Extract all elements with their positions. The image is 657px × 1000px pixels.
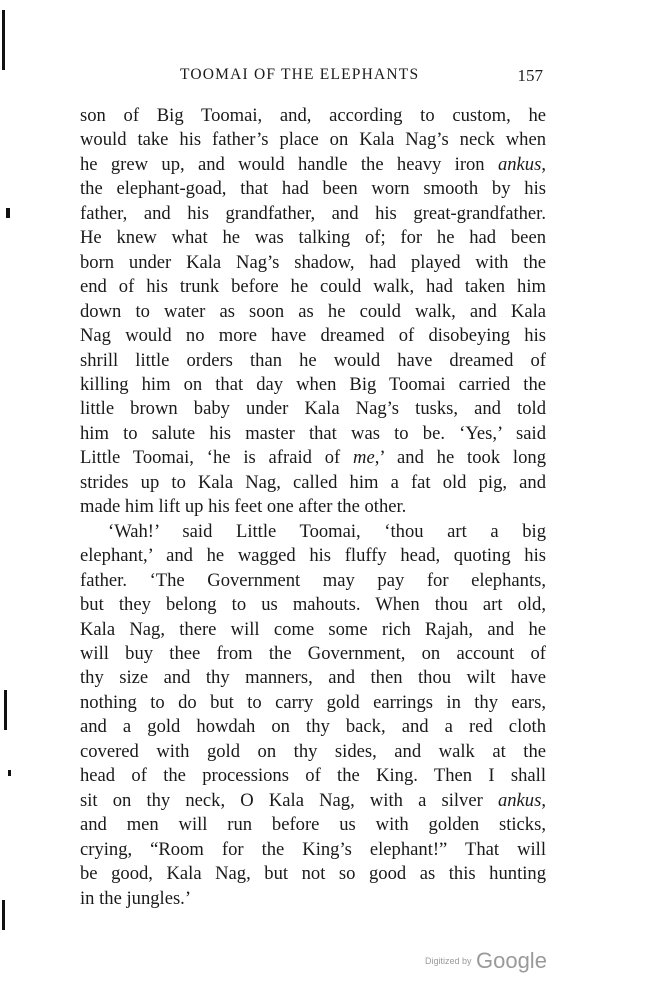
text-line	[80, 642, 546, 666]
text-segment: shrill little orders than he would have dreamed of	[80, 349, 546, 371]
text-line	[80, 862, 546, 886]
text-segment: Little Toomai, ‘he is afraid of	[80, 447, 354, 469]
page-header	[80, 66, 545, 90]
text-segment: killing him on that day when Big Toomai carried the	[80, 373, 546, 395]
text-segment: thy size and thy manners, and then thou wilt have	[80, 667, 546, 689]
text-segment: son of Big Toomai, and, according to custom, he	[80, 105, 546, 126]
text-line	[80, 715, 546, 739]
text-segment: ,	[541, 789, 546, 811]
text-segment: he grew up, and would handle the heavy iron	[80, 153, 498, 175]
text-segment: strides up to Kala Nag, called him a fat old pig, and	[80, 471, 546, 493]
text-line	[80, 495, 546, 519]
text-segment: ,	[541, 153, 546, 175]
text-line	[80, 153, 546, 177]
text-line	[80, 838, 546, 862]
text-segment: sit on thy neck, O Kala Nag, with a silver	[80, 789, 498, 811]
text-line	[80, 251, 546, 275]
text-line	[80, 397, 546, 421]
text-line	[80, 740, 546, 764]
text-segment: Kala Nag, there will come some rich Rajah, and he	[80, 618, 546, 640]
text-line	[80, 764, 546, 788]
text-line	[80, 520, 546, 544]
text-line	[80, 691, 546, 715]
running-title: TOOMAI OF THE ELEPHANTS	[180, 66, 420, 83]
text-line	[80, 202, 546, 226]
text-segment: but they belong to us mahouts. When thou art old,	[80, 594, 546, 616]
text-segment: born under Kala Nag’s shadow, had played with the	[80, 251, 546, 273]
italic-word: me	[353, 447, 375, 469]
google-logo: Google	[475, 948, 547, 973]
text-line	[80, 471, 546, 495]
text-segment: the elephant-goad, that had been worn smooth by his	[80, 178, 546, 200]
scan-edge-mark	[8, 770, 11, 776]
text-segment: nothing to do but to carry gold earrings in thy ears,	[80, 691, 546, 713]
italic-word: ankus	[497, 153, 542, 175]
text-line	[80, 789, 546, 813]
text-segment: down to water as soon as he could walk, and Kala	[80, 300, 546, 322]
text-segment: in the jungles.’	[80, 887, 192, 909]
page-number: 157	[517, 66, 543, 85]
text-segment: Nag would no more have dreamed of disobeying his	[80, 325, 546, 347]
text-line	[80, 275, 546, 299]
text-segment: and a gold howdah on thy back, and a red cloth	[80, 716, 546, 738]
text-line	[80, 177, 546, 201]
text-line	[80, 104, 546, 128]
text-segment: father, and his grandfather, and his great-grandfather.	[80, 202, 546, 224]
text-segment: ‘Wah!’ said Little Toomai, ‘thou art a big	[108, 520, 546, 542]
text-segment: covered with gold on thy sides, and walk at the	[80, 740, 546, 762]
digitized-by-google-watermark	[425, 948, 547, 974]
text-line	[80, 593, 546, 617]
text-segment: ,’ and he took long	[374, 447, 546, 469]
text-line	[80, 324, 546, 348]
text-line	[80, 128, 546, 152]
scan-edge-mark	[2, 10, 5, 70]
text-segment: elephant,’ and he wagged his fluffy head, quoting his	[80, 545, 546, 567]
text-line	[80, 422, 546, 446]
text-line	[80, 446, 546, 470]
text-line	[80, 666, 546, 690]
text-line	[80, 569, 546, 593]
scan-edge-mark	[2, 900, 5, 930]
text-segment: him to salute his master that was to be. ‘Yes,’ said	[80, 422, 546, 444]
text-segment: head of the processions of the King. Then I shall	[80, 765, 546, 787]
italic-word: ankus	[497, 789, 542, 811]
scan-edge-mark	[6, 208, 10, 218]
text-line	[80, 618, 546, 642]
text-segment: end of his trunk before he could walk, had taken him	[80, 276, 546, 298]
text-segment: made him lift up his feet one after the other.	[80, 496, 407, 518]
body-text	[80, 104, 546, 911]
text-segment: He knew what he was talking of; for he had been	[80, 227, 546, 249]
text-line	[80, 349, 546, 373]
text-line	[80, 544, 546, 568]
text-line	[80, 226, 546, 250]
text-segment: little brown baby under Kala Nag’s tusks, and told	[80, 398, 546, 420]
text-segment: be good, Kala Nag, but not so good as this hunting	[80, 863, 546, 885]
text-segment: father. ‘The Government may pay for elephants,	[80, 569, 546, 591]
text-segment: and men will run before us with golden sticks,	[80, 814, 546, 836]
text-line	[80, 373, 546, 397]
watermark-prefix: Digitized by	[425, 956, 472, 966]
text-line	[80, 887, 546, 911]
text-segment: will buy thee from the Government, on account of	[80, 642, 546, 664]
text-line	[80, 300, 546, 324]
scan-edge-mark	[4, 690, 7, 730]
text-segment: would take his father’s place on Kala Nag’s neck when	[80, 129, 546, 151]
text-line	[80, 813, 546, 837]
text-segment: crying, “Room for the King’s elephant!” That will	[80, 838, 546, 860]
